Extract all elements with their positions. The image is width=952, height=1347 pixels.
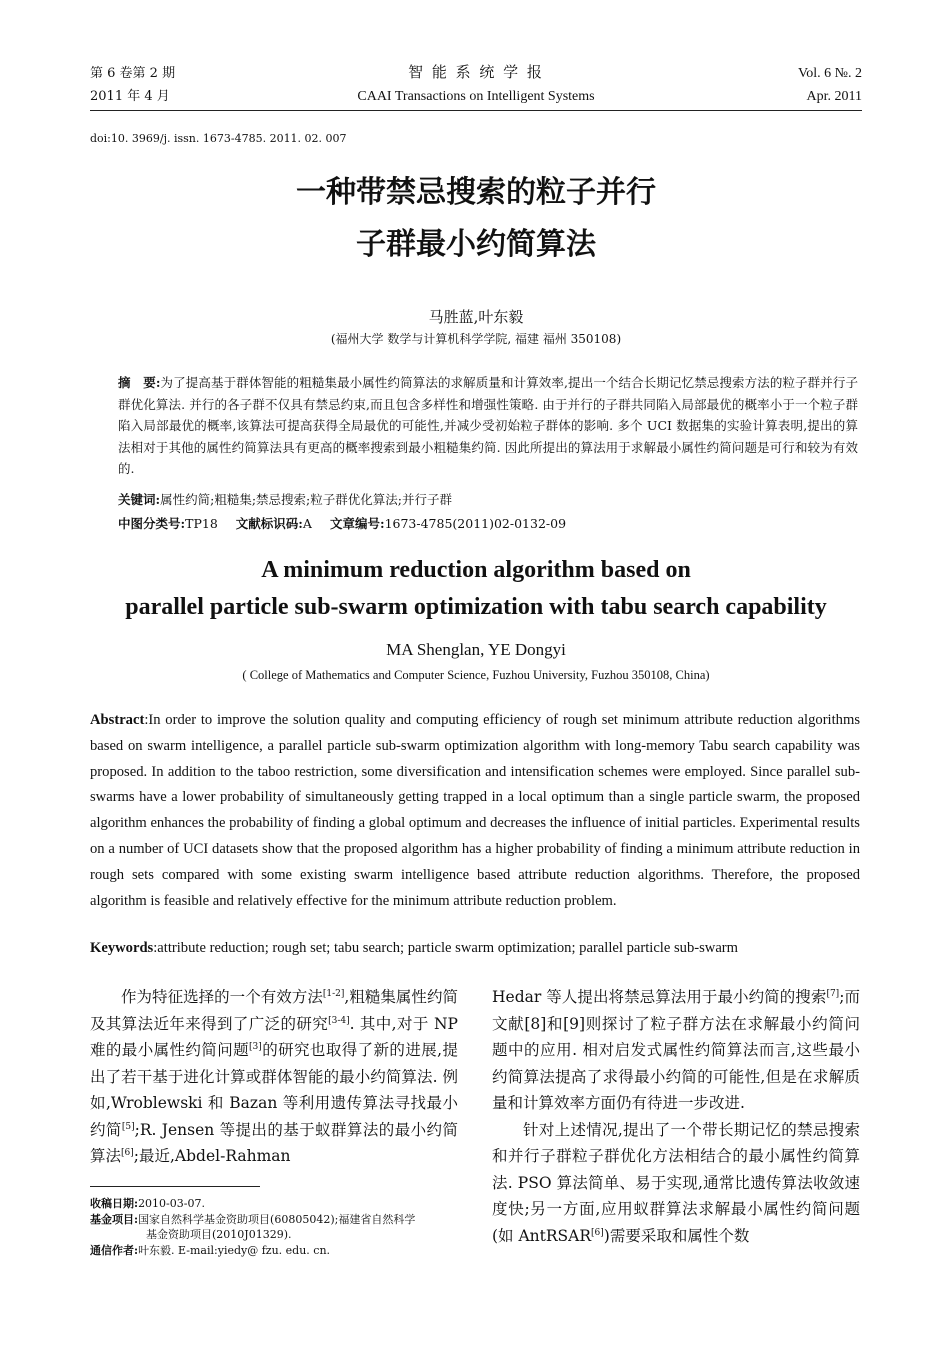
received-label: 收稿日期: <box>90 1197 139 1210</box>
text-run: ,粗糙集属性约简及其算法近年来得到了广泛的研究 <box>90 988 458 1033</box>
cn-abstract-text: 为了提高基于群体智能的粗糙集最小属性约简算法的求解质量和计算效率,提出一个结合长期记忆禁忌搜索方法的粒子群并行子群优化算法. 并行的各子群不仅具有禁忌约束,而且包含多样性和增强性策略. 由于并行的子群共同陷入局部最优的概率小于一个粒子群陷入局部最优的概率,该算法可提高获得全局最优的可能性,并减少受初始粒子群体的影响. 多个 UCI 数据集的实验计算表明,提出的算法相对于其他的属性约简算法具有更高的概率搜索到最小粗糙集约简. 因此所提出的算法用于求解最小属性约简问题是可行和较为有效的. <box>118 375 858 476</box>
footnotes <box>90 1196 470 1258</box>
header-rule <box>90 110 862 111</box>
citation: [3] <box>249 1041 262 1052</box>
fund-line2: 基金资助项目(2010J01329). <box>146 1228 292 1241</box>
text-run: . 其中,对于 NP 难的最小属性约简问题 <box>90 1014 458 1059</box>
intro-paragraph-2 <box>492 1117 860 1250</box>
intro-paragraph-1 <box>90 984 458 1170</box>
en-abstract-label: Abstract <box>90 712 145 728</box>
citation: [6] <box>591 1227 604 1238</box>
cn-abstract-label: 摘 要: <box>118 375 161 390</box>
cn-affiliation: (福州大学 数学与计算机科学学院, 福建 福州 350108) <box>330 332 622 346</box>
cn-keywords-text: 属性约简;粗糙集;禁忌搜索;粒子群优化算法;并行子群 <box>160 492 452 507</box>
received-date <box>90 1196 470 1212</box>
cn-title-line2: 子群最小约简算法 <box>356 227 596 262</box>
intro-paragraph-1-cont <box>492 984 860 1117</box>
text-run: 作为特征选择的一个有效方法 <box>121 988 323 1006</box>
en-title-line2: parallel particle sub-swarm optimization with tabu search capability <box>125 594 827 620</box>
citation: [1-2] <box>322 988 345 999</box>
en-keywords <box>90 940 862 957</box>
text-run: ;最近,Abdel-Rahman <box>133 1147 291 1165</box>
received-value: 2010-03-07. <box>138 1197 205 1210</box>
fund-label: 基金项目: <box>90 1212 139 1226</box>
footnote-rule <box>90 1186 260 1187</box>
cn-title <box>0 172 952 266</box>
cn-title-line1: 一种带禁忌搜索的粒子并行 <box>296 175 656 210</box>
doc-code-label: 文献标识码: <box>235 516 303 531</box>
cn-keywords <box>118 490 452 508</box>
article-number-label: 文章编号: <box>329 516 385 531</box>
class-value: TP18 <box>185 516 218 531</box>
citation: [3-4] <box>328 1015 350 1026</box>
en-keywords-text: :attribute reduction; rough set; tabu search; particle swarm optimization; parallel particle sub-swarm <box>153 940 739 956</box>
citation: [6] <box>121 1147 134 1158</box>
text-run: 的研究也取得了新的进展,提出了若干基于进化计算或群体智能的最小约简算法. 例如,Wroblewski 和 Bazan 等利用遗传算法寻找最小约简 <box>90 1041 458 1139</box>
journal-name-cn: 智 能 系 统 学 报 <box>408 63 544 81</box>
en-abstract <box>90 708 860 914</box>
en-affiliation: ( College of Mathematics and Computer Science, Fuzhou University, Fuzhou 350108, China) <box>242 668 710 682</box>
cn-keywords-label: 关键词: <box>118 492 161 507</box>
en-title <box>0 552 952 626</box>
author-label: 通信作者: <box>90 1243 139 1257</box>
article-number-value: 1673-4785(2011)02-0132-09 <box>384 516 567 531</box>
citation: [7] <box>826 988 840 999</box>
volume-en: Vol. 6 №. 2 <box>797 66 862 81</box>
journal-name-en: CAAI Transactions on Intelligent Systems <box>357 89 595 104</box>
fund-line1: 国家自然科学基金资助项目(60805042);福建省自然科学 <box>138 1212 416 1226</box>
cn-classification <box>118 514 566 532</box>
text-run: ;而文献[8]和[9]则探讨了粒子群方法在求解最小约简问题中的应用. 相对启发式属性约简算法而言,这些最小约简算法提高了求得最小约简的可能性,但是在求解质量和计算效率方面仍有待进一步改进. <box>492 988 860 1112</box>
class-label: 中图分类号: <box>118 516 186 531</box>
cn-abstract <box>118 372 858 480</box>
text-run: ;R. Jensen 等提出的基于蚁群算法的最小约简算法 <box>90 1120 458 1165</box>
issue-date: 2011 年 4 月 <box>90 89 170 104</box>
corresponding-author <box>90 1243 470 1259</box>
doi: doi:10. 3969/j. issn. 1673-4785. 2011. 02. 007 <box>90 132 347 145</box>
author-value: 叶东毅. E-mail:yiedy@ fzu. edu. cn. <box>138 1243 331 1257</box>
en-authors: MA Shenglan, YE Dongyi <box>386 640 566 659</box>
text-run: )需要采取和属性个数 <box>603 1226 750 1245</box>
body-right-column <box>492 984 860 1249</box>
doc-code-value: A <box>302 516 312 531</box>
date-en: Apr. 2011 <box>806 89 862 104</box>
text-run: Hedar 等人提出将禁忌算法用于最小约简的搜索 <box>492 988 827 1006</box>
cn-authors: 马胜蓝,叶东毅 <box>428 308 524 326</box>
citation: [5] <box>121 1121 135 1132</box>
en-title-line1: A minimum reduction algorithm based on <box>261 557 691 583</box>
volume-issue: 第 6 卷第 2 期 <box>90 66 176 81</box>
fund-info <box>90 1212 470 1228</box>
en-keywords-label: Keywords <box>90 940 154 956</box>
en-abstract-text: :In order to improve the solution quality and computing efficiency of rough set minimum attribute reduction algorithms based on swarm intelligence, a parallel particle sub-swarm optimization algorithm with long-memory Tabu search capability was proposed. In addition to the taboo restriction, some diversification and intensification schemes were employed. Since parallel sub-swarms have a lower probability of simultaneously getting trapped in a local optimum than a single particle swarm, the proposed algorithm enhances the probability of finding a global optimum and decreases the influence of initial particles. Experimental results on a number of UCI datasets show that the proposed algorithm has a higher probability of finding a minimum attribute reduction in rough sets compared with some existing swarm intelligence based attribute reduction algorithms. Therefore, the proposed algorithm is feasible and relatively effective for the minimum attribute reduction problem. <box>90 712 860 909</box>
body-left-column <box>90 984 458 1170</box>
text-run: 针对上述情况,提出了一个带长期记忆的禁忌搜索和并行子群粒子群优化方法相结合的最小属性约简算法. PSO 算法简单、易于实现,通常比遗传算法收敛速度快;另一方面,应用蚁群算法求解最小属性约简问题(如 AntRSAR <box>492 1120 860 1245</box>
